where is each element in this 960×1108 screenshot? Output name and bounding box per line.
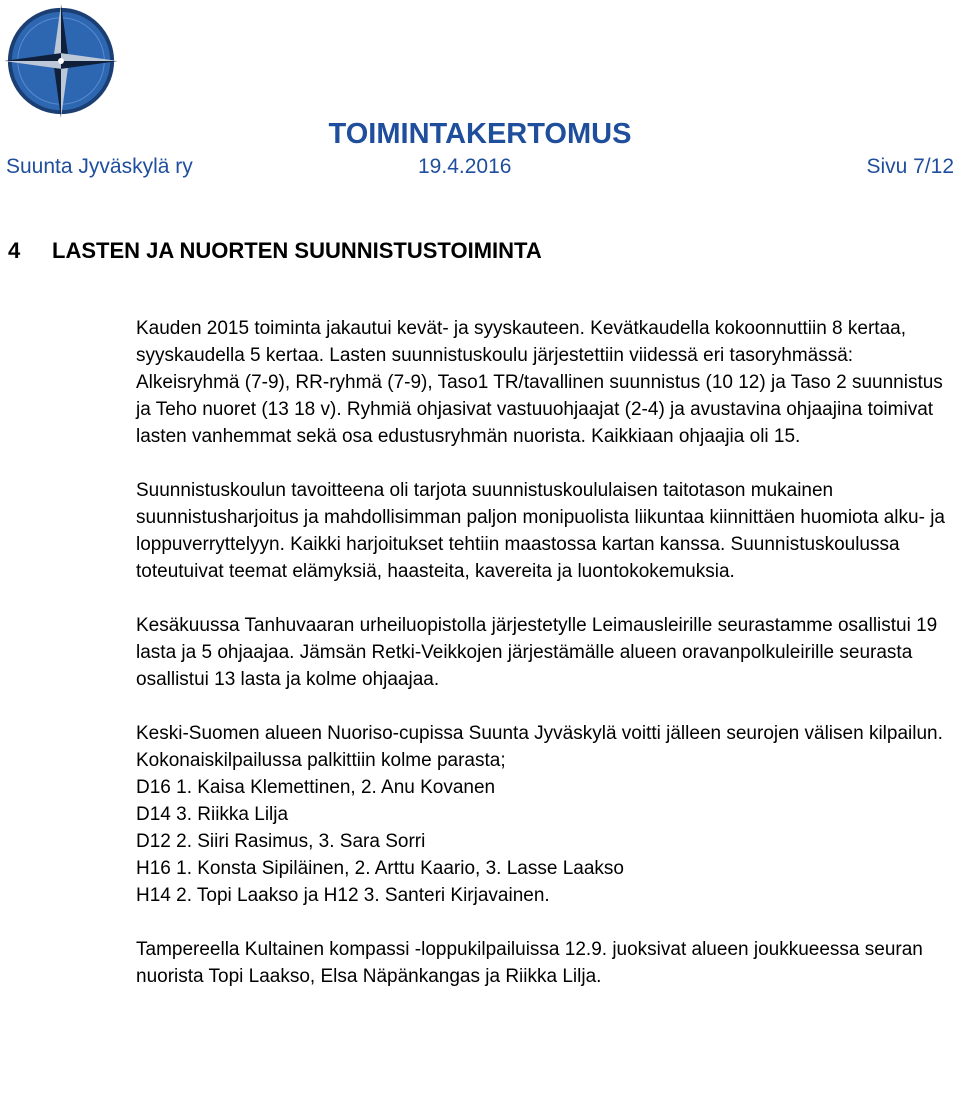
paragraph-season: Kauden 2015 toiminta jakautui kevät- ja syyskauteen. Kevätkaudella kokoonnuttiin 8 kertaa, syyskaudella 5 kertaa. Lasten suunnistuskoulu järjestettiin viidessä eri tasoryhmässä: Alkeisryhmä (7-9), RR-ryhmä (7-9), Taso1 TR/tavallinen suunnistus (10 12) ja Taso 2 suunnistus ja Teho nuoret (13 18 v). Ryhmiä ohjasivat vastuuohjaajat (2-4) ja avustavina ohjaajina toimivat lasten vanhemmat sekä osa edustusryhmän nuorista. Kaikkiaan ohjaajia oli 15.: [136, 318, 943, 447]
document-meta-row: [6, 153, 954, 181]
result-line: H14 2. Topi Laakso ja H12 3. Santeri Kirjavainen.: [136, 885, 550, 906]
section-heading: [8, 235, 542, 267]
document-title: TOIMINTAKERTOMUS: [328, 118, 632, 150]
result-line: D16 1. Kaisa Klemettinen, 2. Anu Kovanen: [136, 777, 496, 798]
results-block: [136, 720, 954, 909]
document-date: 19.4.2016: [418, 155, 512, 178]
organization-name: Suunta Jyväskylä ry: [6, 155, 193, 178]
result-line: D12 2. Siiri Rasimus, 3. Sara Sorri: [136, 831, 426, 852]
section-number: 4: [8, 238, 21, 263]
section-title: LASTEN JA NUORTEN SUUNNISTUSTOIMINTA: [52, 238, 542, 263]
paragraph-cup: Keski-Suomen alueen Nuoriso-cupissa Suunta Jyväskylä voitti jälleen seurojen välisen kilpailun. Kokonaiskilpailussa palkittiin kolme parasta;: [136, 723, 943, 771]
result-line: D14 3. Riikka Lilja: [136, 804, 289, 825]
paragraph-goals: Suunnistuskoulun tavoitteena oli tarjota suunnistuskoululaisen taitotason mukainen suunnistusharjoitus ja mahdollisimman paljon monipuolista liikuntaa kiinnittäen huomiota alku- ja loppuverryttelyyn. Kaikki harjoitukset tehtiin maastossa kartan kanssa. Suunnistuskoulussa toteutuivat teemat elämyksiä, haasteita, kavereita ja luontokokemuksia.: [136, 480, 945, 582]
paragraph-compass: Tampereella Kultainen kompassi -loppukilpailuissa 12.9. juoksivat alueen joukkueessa seuran nuorista Topi Laakso, Elsa Näpänkangas ja Riikka Lilja.: [136, 939, 923, 987]
page-number: Sivu 7/12: [866, 155, 954, 178]
paragraph-camps: Kesäkuussa Tanhuvaaran urheiluopistolla järjestetylle Leimausleirille seurastamme osallistui 19 lasta ja 5 ohjaajaa. Jämsän Retki-Veikkojen järjestämälle alueen oravanpolkuleirille seurasta osallistui 13 lasta ja kolme ohjaajaa.: [136, 615, 938, 690]
compass-rose-logo-icon: [2, 2, 120, 120]
section-body: [136, 315, 954, 1017]
result-line: H16 1. Konsta Sipiläinen, 2. Arttu Kaario, 3. Lasse Laakso: [136, 858, 624, 879]
